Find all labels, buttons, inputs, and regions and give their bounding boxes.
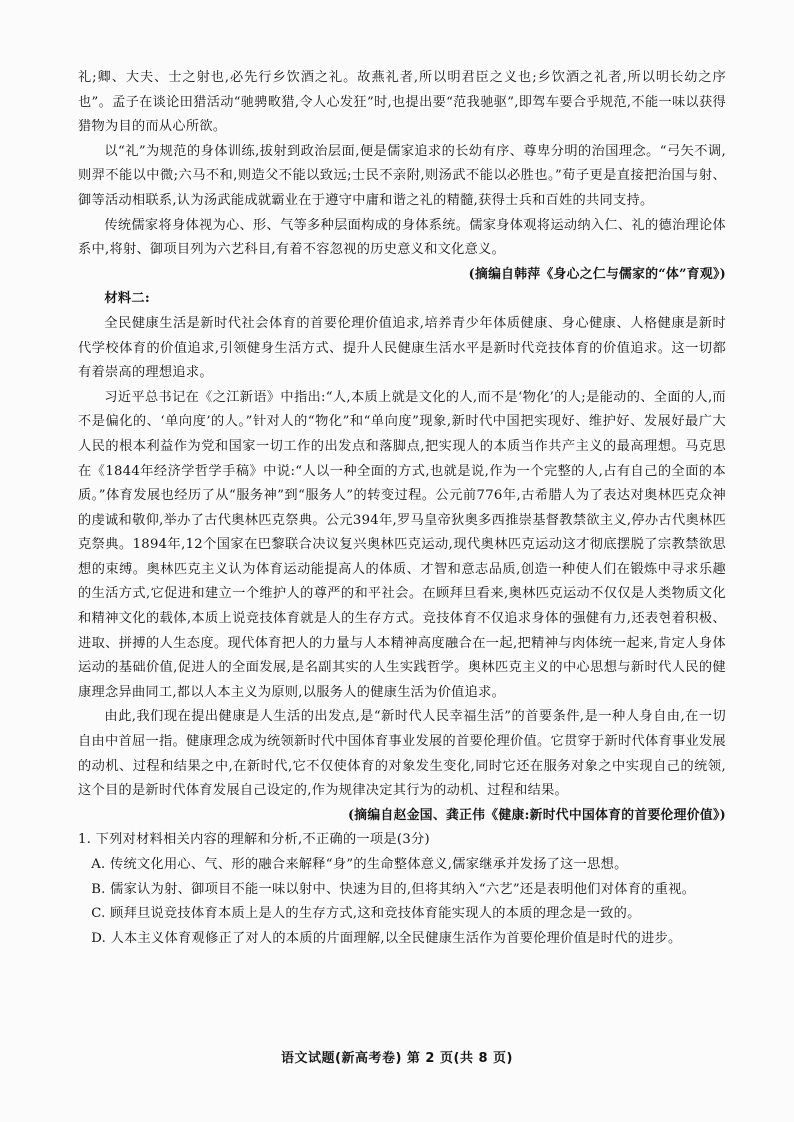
document-body (78, 66, 726, 951)
material2-citation: (摘编自赵金国、龚正伟《健康:新时代中国体育的首要伦理价值》) (347, 807, 726, 823)
question-1-stem: 1. 下列对材料相关内容的理解和分析,不正确的一项是(3分) (78, 832, 430, 848)
question-1-option-d: D. 人本主义体育观修正了对人的本质的片面理解,以全民健康生活作为首要伦理价值是时代的进步。 (91, 930, 682, 946)
page-footer: 语文试题(新高考卷) 第 2 页(共 8 页) (281, 1051, 513, 1066)
material2-paragraph-2: 习近平总书记在《之江新语》中指出:“人,本质上就是文化的人,而不是‘物化’的人;是能动的、全面的人,而不是偏化的、‘单向度’的人。”针对人的“物化”和“单向度”现象,新时代中国把实现好、维护好、发展好最广大人民的根本利益作为党和国家一切工作的出发点和落脚点,把实现人的本质当作共产主义的最高理想。马克思在《1844年经济学哲学手稿》中说:“人以一种全面的方式,也就是说,作为一个完整的人,占有自己的全面的本质。”体育发展也经历了从“服务神”到“服务人”的转变过程。公元前776年,古希腊人为了表达对奥林匹克众神的虔诚和敬仰,举办了古代奥林匹克祭典。公元394年,罗马皇帝狄奥多西推崇基督教禁欲主义,停办古代奥林匹克祭典。1894年,12个国家在巴黎联合决议复兴奥林匹克运动,现代奥林匹克运动这才彻底摆脱了宗教禁欲思想的束缚。奥林匹克主义认为体育运动能提高人的体质、才智和意志品质,创造一种使人们在锻炼中寻求乐趣的生活方式,它促进和建立一个维护人的尊严的和平社会。在顾拜旦看来,奥林匹克运动不仅仅是人类物质文化和精神文化的载体,本质上说竞技体育就是人的生存方式。竞技体育不仅追求身体的强健有力,还表현着积极、进取、拼搏的人生态度。现代体育把人的力量与人本精神高度融合在一起,把精神与肉体统一起来,肯定人身体运动的基础价值,促进人的全面发展,是名副其实的人生实践哲学。奥林匹克主义的中心思想与新时代人民的健康理念异曲同工,都以人本主义为原则,以服务人的健康生活为价值追求。 (78, 389, 726, 700)
material2-heading: 材料二: (104, 291, 151, 307)
material1-citation: (摘编自韩萍《身心之仁与儒家的“体”育观》) (468, 266, 726, 282)
question-1-option-b: B. 儒家认为射、御项目不能一味以射中、快速为目的,但将其纳入“六艺”还是表明他们对体育的重视。 (91, 881, 696, 897)
material1-paragraph-2: 以“礼”为规范的身体训练,拔射到政治层面,便是儒家追求的长幼有序、尊卑分明的治国理念。“弓矢不调,则羿不能以中微;六马不和,则造父不能以致远;士民不亲附,则汤武不能以必胜也。”荀子更是直接把治国与射、御等活动相联系,认为汤武能成就霸业在于遵守中庸和谐之礼的精髓,获得士兵和百姓的共同支持。 (78, 143, 726, 208)
material2-paragraph-1: 全民健康生活是新时代社会体育的首要伦理价值追求,培养青少年体质健康、身心健康、人格健康是新时代学校体育的价值追求,引领健身生活方式、提升人民健康生活水平是新时代竞技体育的价值追求。这一切都有着崇高的理想追求。 (78, 315, 726, 381)
material1-paragraph-3: 传统儒家将身体视为心、形、气等多种层面构成的身体系统。儒家身体观将运动纳入仁、礼的德治理论体系中,将射、御项目列为六艺科目,有着不容忽视的历史意义和文化意义。 (78, 217, 726, 258)
material1-paragraph-1: 礼;卿、大夫、士之射也,必先行乡饮酒之礼。故燕礼者,所以明君臣之义也;乡饮酒之礼者,所以明长幼之序也”。孟子在谈论田猎活动“驰骋畋猎,令人心发狂”时,也提出要“范我驰驱”,即驾车要合乎规范,不能一味以获得猎物为目的而从心所欲。 (78, 70, 726, 135)
question-1-option-c: C. 顾拜旦说竞技体育本质上是人的生存方式,这和竞技体育能实现人的本质的理念是一致的。 (91, 906, 641, 922)
material2-paragraph-3: 由此,我们现在提出健康是人生活的出发点,是“新时代人民幸福生活”的首要条件,是一种人身自由,在一切自由中首屈一指。健康理念成为统领新时代中国体育事业发展的首要伦理价值。它贯穿于新时代体育事业发展的动机、过程和结果之中,在新时代,它不仅使体育的对象发生变化,同时它还在服务对象之中实现自己的统领,这个目的是新时代体育发展自己设定的,作为规律决定其行为的动机、过程和结果。 (78, 709, 726, 799)
question-1-option-a: A. 传统文化用心、气、形的融合来解释“身”的生命整体意义,儒家继承并发扬了这一思想。 (91, 857, 628, 872)
